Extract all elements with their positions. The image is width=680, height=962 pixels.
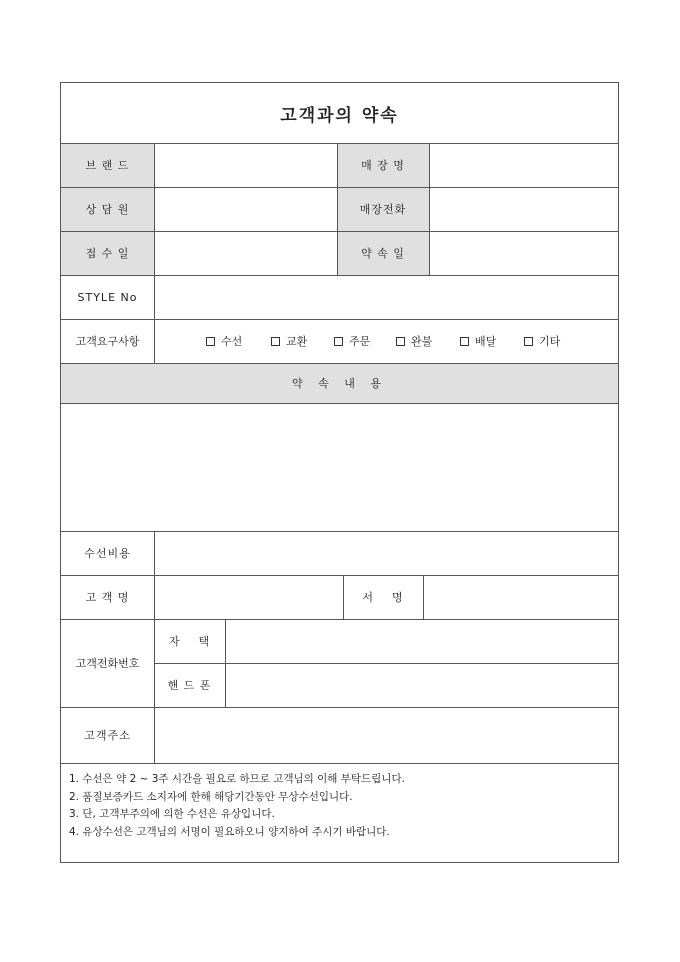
form-title: 고객과의 약속 [280,105,399,126]
checkbox[interactable] [334,337,343,346]
signature-label: 서 명 [362,591,404,604]
note-item: 2. 품질보증카드 소지자에 한해 해당기간동안 무상수선입니다. [69,790,353,803]
address-label: 고객주소 [84,729,131,742]
promise-content-area[interactable] [61,403,618,531]
customer-phone-label: 고객전화번호 [75,657,140,670]
consultant-label: 상 담 원 [61,187,154,231]
checkbox[interactable] [396,337,405,346]
mobile-phone-label: 핸 드 폰 [167,679,212,692]
style-no-label: STYLE No [77,290,138,304]
promise-form [60,82,619,863]
option-delivery[interactable]: 배달 [460,319,496,363]
option-full-payment[interactable]: 완불 [396,319,432,363]
note-item: 1. 수선은 약 2 ~ 3주 시간을 필요로 하므로 고객님의 이해 부탁드립니다. [69,773,405,785]
note-item: 3. 단, 고객부주의에 의한 수선은 유상입니다. [69,808,275,820]
receipt-date-label: 접 수 일 [61,231,154,275]
checkbox[interactable] [524,337,533,346]
repair-cost-label: 수선비용 [84,547,131,560]
option-exchange[interactable]: 교환 [271,319,307,363]
store-phone-label: 매장전화 [337,187,429,231]
home-phone-label: 자 택 [168,635,211,648]
notes [69,771,405,841]
request-options [154,319,618,363]
option-repair[interactable]: 수선 [206,319,242,363]
checkbox[interactable] [460,337,469,346]
checkbox[interactable] [206,337,215,346]
checkbox[interactable] [271,337,280,346]
requests-label: 고객요구사항 [75,335,140,348]
customer-name-label: 고 객 명 [85,591,130,604]
option-other[interactable]: 기타 [524,319,560,363]
option-order[interactable]: 주문 [334,319,370,363]
promise-date-label: 약 속 일 [337,231,429,275]
note-item: 4. 유상수선은 고객님의 서명이 필요하오니 양지하여 주시기 바랍니다. [69,825,390,838]
brand-label: 브 랜 드 [61,143,154,187]
store-name-label: 매 장 명 [337,143,429,187]
promise-content-header: 약 속 내 용 [61,363,618,403]
